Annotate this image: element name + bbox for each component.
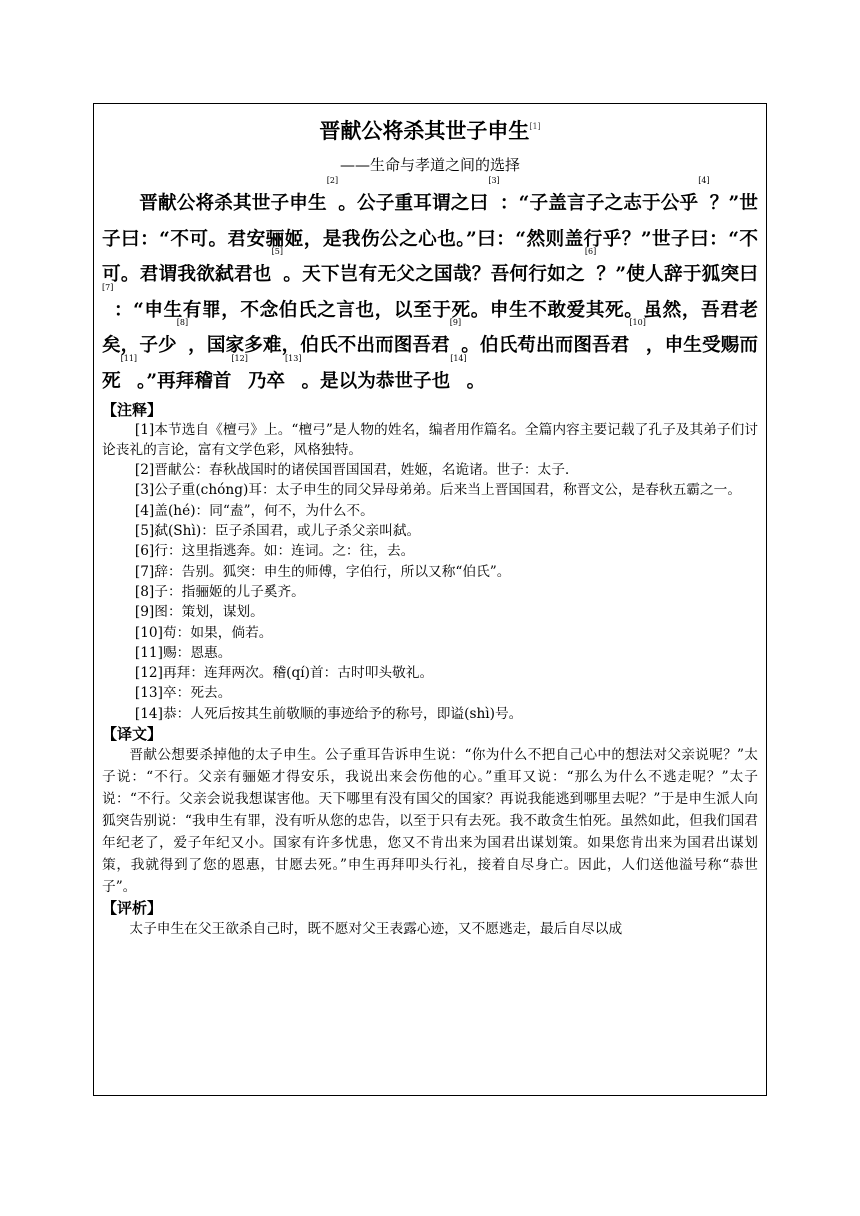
footnote-ref: [3] (488, 176, 500, 185)
original-paragraph (102, 176, 758, 400)
footnote-ref: [9] (449, 318, 462, 328)
passage-text: 。 (466, 370, 486, 392)
note-item: [3]公子重(chóng)耳：太子申生的同父异母弟弟。后来当上晋国国君，称晋文公，是春秋五霸之一。 (134, 482, 742, 499)
translation-paragraph: 晋献公想要杀掉他的太子申生。公子重耳告诉申生说：“你为什么不把自己心中的想法对父亲说呢？”太子说：“不行。父亲有骊姬才得安乐，我说出来会伤他的心。”重耳又说：“那么为什么不逃走呢？”太子说：“不行。父亲会说我想谋害他。天下哪里有没有国父的国家？再说我能逃到哪里去呢？”于是申生派人向狐突告别说：“我申生有罪，没有听从您的忠告，以至于只有去死。我不敢贪生怕死。虽然如此，但我们国君年纪老了，爱子年纪又小。国家有许多忧患，您又不肯出来为国君出谋划策。如果您肯出来为国君出谋划策，我就得到了您的恩惠，甘愿去死。”申生再拜叩头行礼，接着自尽身亡。因此，人们送他溢号称“恭世子”。 (102, 747, 758, 896)
footnote-ref: [2] (326, 176, 339, 185)
note-item: [4]盖(hé)：同“盍”，何不，为什么不。 (134, 502, 374, 519)
passage-text: 晋献公将杀其世子申生 (139, 193, 327, 214)
title-footnote-ref: [1] (529, 122, 541, 131)
note-item: [5]弑(Shì)：臣子杀国君，或儿子杀父亲叫弑。 (134, 523, 421, 540)
footnote-ref: [4] (698, 176, 710, 185)
footnote-ref: [8] (176, 318, 189, 328)
note-item: [13]卒：死去。 (134, 685, 232, 702)
document-frame (93, 103, 767, 1096)
page-title (102, 116, 758, 146)
passage-text: 。伯氏苟出而图吾君 (461, 335, 630, 357)
notes-list (102, 420, 758, 724)
footnote-ref: [5] (271, 247, 283, 257)
translation-heading: 【译文】 (102, 725, 163, 744)
passage-text: 乃卒 (247, 370, 286, 392)
note-item: [10]苟：如果，倘若。 (134, 624, 273, 641)
passage-text: 。天下岂有无父之国哉？吾何行如之 (283, 264, 585, 286)
passage-text: ，申生受赐而死 (102, 335, 758, 392)
document-body (94, 116, 766, 940)
footnote-ref: [14] (450, 353, 467, 363)
page-subtitle: ——生命与孝道之间的选择 (339, 156, 520, 174)
footnote-ref: [12] (231, 353, 248, 363)
footnote-ref: [10] (629, 318, 646, 328)
title-text: 晋献公将杀其世子申生 (319, 118, 530, 143)
passage-text: ：“子盖言子之志于公乎 (499, 193, 699, 214)
passage-text: ？”世子曰：“不可。君安骊姬，是我伤公之心也。”曰：“然则盖行乎？”世子曰：“不可。君谓我欲弑君也 (102, 193, 758, 286)
passage-text: ：“申生有罪，不念伯氏之言也，以至于死。申生不敢爱其死。虽然，吾君老矣，子少 (102, 299, 758, 357)
note-item: [7]辞：告别。狐突：申生的师傅，字伯行，所以又称“伯氏”。 (134, 563, 511, 580)
passage-text: ？”使人辞于狐突曰 (596, 264, 758, 286)
footnote-ref: [6] (584, 247, 597, 257)
note-item: [14]恭：人死后按其生前敬顺的事迹给予的称号，即谥(shì)号。 (134, 705, 523, 722)
note-item: [2]晋献公：春秋战国时的诸侯国晋国国君，姓姬，名诡诸。世子：太子. (134, 462, 570, 479)
footnote-ref: [7] (102, 282, 114, 292)
notes-heading: 【注释】 (102, 400, 163, 419)
original-text (102, 176, 758, 400)
note-item: [8]子：指骊姬的儿子奚齐。 (134, 583, 305, 600)
note-item: [9]图：策划，谋划。 (134, 604, 264, 621)
passage-text: 。”再拜稽首 (137, 370, 232, 392)
note-item: [12]再拜：连拜两次。稽(qí)首：古时叩头敬礼。 (134, 665, 434, 682)
passage-text: ，国家多难，伯氏不出而图吾君 (188, 335, 450, 357)
note-item: [1]本节选自《檀弓》上。“檀弓”是人物的姓名，编者用作篇名。全篇内容主要记载了孔子及其弟子们讨论丧礼的言论，富有文学色彩，风格独特。 (102, 421, 758, 458)
analysis-paragraph: 太子申生在父王欲杀自己时，既不愿对父王表露心迹，又不愿逃走，最后自尽以成 (129, 921, 623, 938)
passage-text: 。是以为恭世子也 (301, 370, 451, 392)
passage-text: 。公子重耳谓之曰 (338, 193, 489, 214)
note-item: [11]赐：恩惠。 (134, 644, 232, 661)
note-item: [6]行：这里指逃奔。如：连词。之：往，去。 (134, 543, 415, 560)
analysis-heading: 【评析】 (102, 899, 163, 918)
footnote-ref: [13] (285, 353, 302, 363)
footnote-ref: [11] (120, 353, 138, 363)
